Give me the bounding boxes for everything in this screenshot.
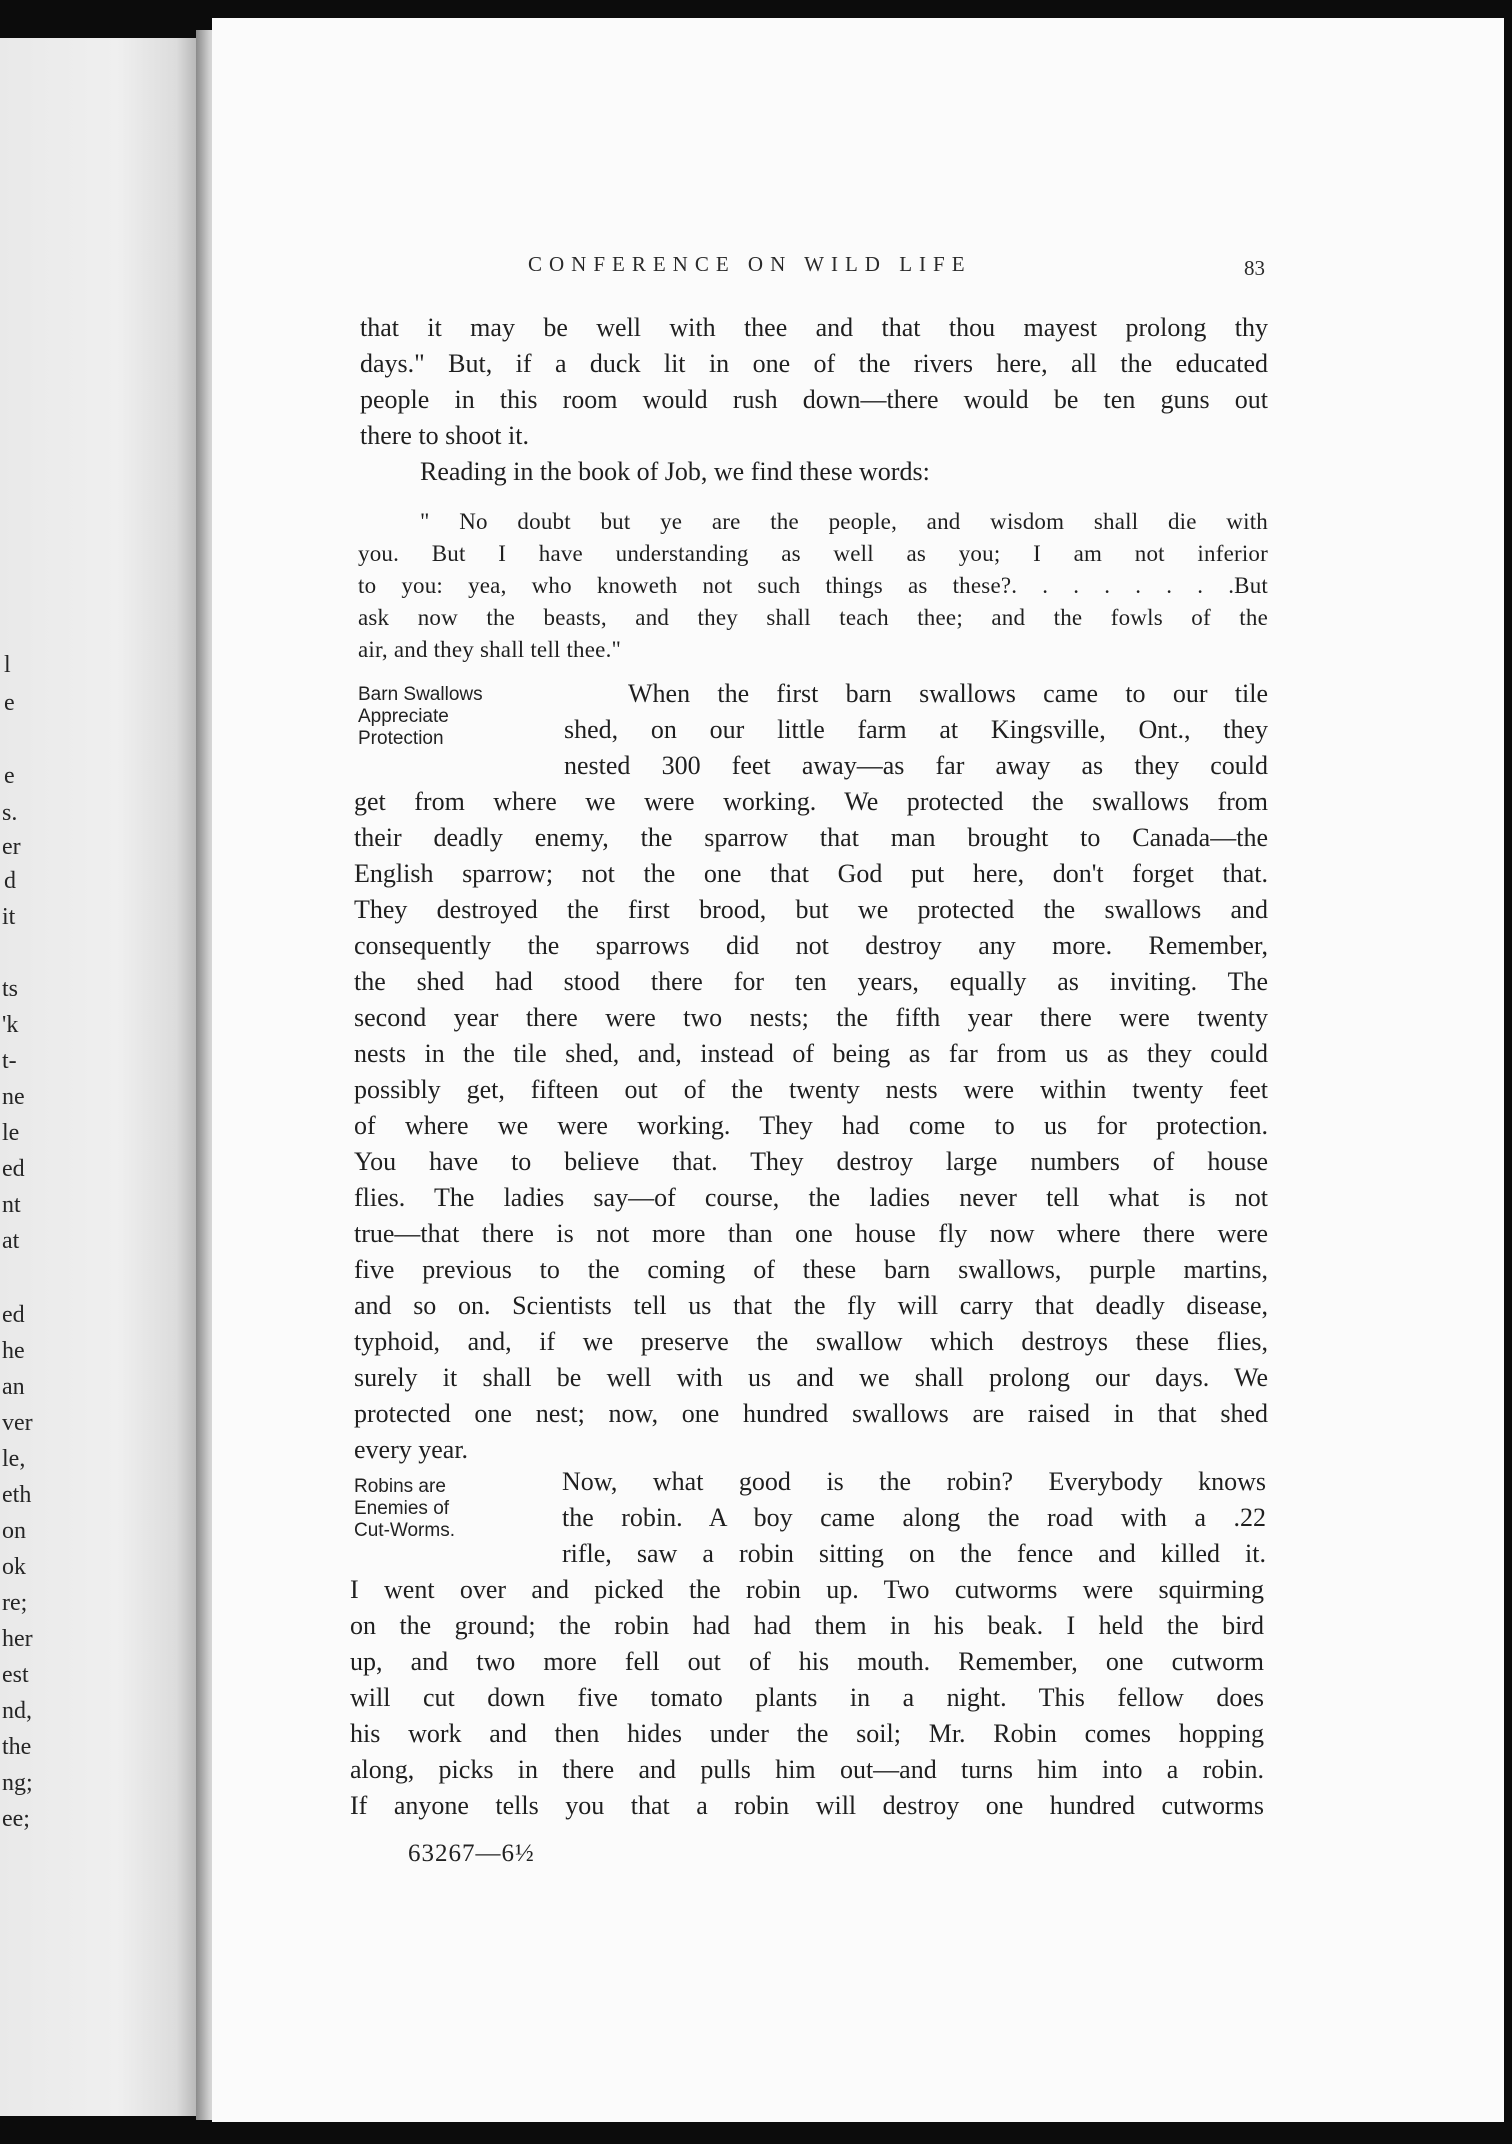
text-line: true—that there is not more than one house fly now where there were [354,1219,1268,1248]
text-line: protected one nest; now, one hundred swallows are raised in that shed [354,1399,1268,1428]
running-title: CONFERENCE ON WILD LIFE [528,252,972,276]
previous-page-fragment: d [4,868,16,894]
previous-page-fragment: l [4,652,11,678]
text-line: You have to believe that. They destroy large numbers of house [354,1147,1268,1176]
previous-page-fragment: t- [2,1048,17,1074]
text-line: up, and two more fell out of his mouth. Remember, one cutworm [350,1647,1264,1676]
text-line: people in this room would rush down—there would be ten guns out [360,385,1268,414]
text-line: there to shoot it. [360,421,529,450]
previous-page-fragment: ee; [2,1806,30,1832]
text-line: that it may be well with thee and that thou mayest prolong thy [360,313,1268,342]
text-line: typhoid, and, if we preserve the swallow which destroys these flies, [354,1327,1268,1356]
previous-page-fragment: ne [2,1084,25,1110]
text-line: get from where we were working. We protected the swallows from [354,787,1268,816]
previous-page-fragment: re; [2,1590,28,1616]
previous-page-fragment: ver [2,1410,33,1436]
text-line: I went over and picked the robin up. Two cutworms were squirming [350,1575,1264,1604]
quote-line: ask now the beasts, and they shall teach thee; and the fowls of the [358,605,1268,630]
previous-page-fragment: ed [2,1156,25,1182]
quote-line: air, and they shall tell thee." [358,637,622,662]
text-line: on the ground; the robin had had them in his beak. I held the bird [350,1611,1264,1640]
text-line: Reading in the book of Job, we find these words: [420,457,930,486]
previous-page-fragment: at [2,1228,20,1254]
previous-page-fragment: nt [2,1192,21,1218]
text-line: When the first barn swallows came to our tile [628,679,1268,708]
text-line: They destroyed the first brood, but we protected the swallows and [354,895,1268,924]
text-line: his work and then hides under the soil; Mr. Robin comes hopping [350,1719,1264,1748]
margin-note: Barn Swallows Appreciate Protection [358,684,483,749]
previous-page-fragment: ng; [2,1770,33,1796]
text-line: English sparrow; not the one that God put here, don't forget that. [354,859,1268,888]
quote-line: " No doubt but ye are the people, and wisdom shall die with [420,509,1268,534]
text-line: nests in the tile shed, and, instead of being as far from us as they could [354,1039,1268,1068]
previous-page-fragment: 'k [2,1012,19,1038]
text-line: consequently the sparrows did not destroy any more. Remember, [354,931,1268,960]
previous-page-fragment: ok [2,1554,26,1580]
text-line: rifle, saw a robin sitting on the fence and killed it. [562,1539,1266,1568]
text-line: five previous to the coming of these barn swallows, purple martins, [354,1255,1268,1284]
previous-page-fragment: s. [2,800,18,826]
text-line: second year there were two nests; the fifth year there were twenty [354,1003,1268,1032]
text-line: nested 300 feet away—as far away as they could [564,751,1268,780]
previous-page-fragment: the [2,1734,32,1760]
previous-page-fragment: it [2,904,16,930]
previous-page [0,38,196,2116]
text-line: days." But, if a duck lit in one of the rivers here, all the educated [360,349,1268,378]
text-line: of where we were working. They had come to us for protection. [354,1111,1268,1140]
previous-page-fragment: nd, [2,1698,32,1724]
text-line: will cut down five tomato plants in a night. This fellow does [350,1683,1264,1712]
previous-page-fragment: her [2,1626,33,1652]
previous-page-fragment: le, [2,1446,26,1472]
text-line: shed, on our little farm at Kingsville, Ont., they [564,715,1268,744]
previous-page-fragment: e [4,690,15,716]
text-line: every year. [354,1435,469,1464]
previous-page-fragment: est [2,1662,29,1688]
text-line: and so on. Scientists tell us that the fly will carry that deadly disease, [354,1291,1268,1320]
text-line: possibly get, fifteen out of the twenty nests were within twenty feet [354,1075,1268,1104]
previous-page-fragment: eth [2,1482,32,1508]
quote-line: you. But I have understanding as well as you; I am not inferior [358,541,1268,566]
previous-page-fragment: le [2,1120,20,1146]
text-line: the robin. A boy came along the road with a .22 [562,1503,1266,1532]
text-line: Now, what good is the robin? Everybody knows [562,1467,1266,1496]
quote-line: to you: yea, who knoweth not such things as these?. . . . . . . .But [358,573,1268,598]
previous-page-fragment: he [2,1338,25,1364]
previous-page-fragment: ed [2,1302,25,1328]
margin-note: Robins are Enemies of Cut-Worms. [354,1476,455,1541]
page-number: 83 [1244,256,1265,280]
previous-page-fragment: on [2,1518,26,1544]
printer-signature-mark: 63267—6½ [408,1840,535,1867]
previous-page-fragment: er [2,834,21,860]
text-line: flies. The ladies say—of course, the ladies never tell what is not [354,1183,1268,1212]
text-line: along, picks in there and pulls him out—and turns him into a robin. [350,1755,1264,1784]
text-line: their deadly enemy, the sparrow that man brought to Canada—the [354,823,1268,852]
previous-page-fragment: an [2,1374,25,1400]
previous-page-fragment: ts [2,976,19,1002]
text-line: If anyone tells you that a robin will destroy one hundred cutworms [350,1791,1264,1820]
text-line: the shed had stood there for ten years, equally as inviting. The [354,967,1268,996]
previous-page-fragment: e [4,763,15,789]
text-line: surely it shall be well with us and we shall prolong our days. We [354,1363,1268,1392]
